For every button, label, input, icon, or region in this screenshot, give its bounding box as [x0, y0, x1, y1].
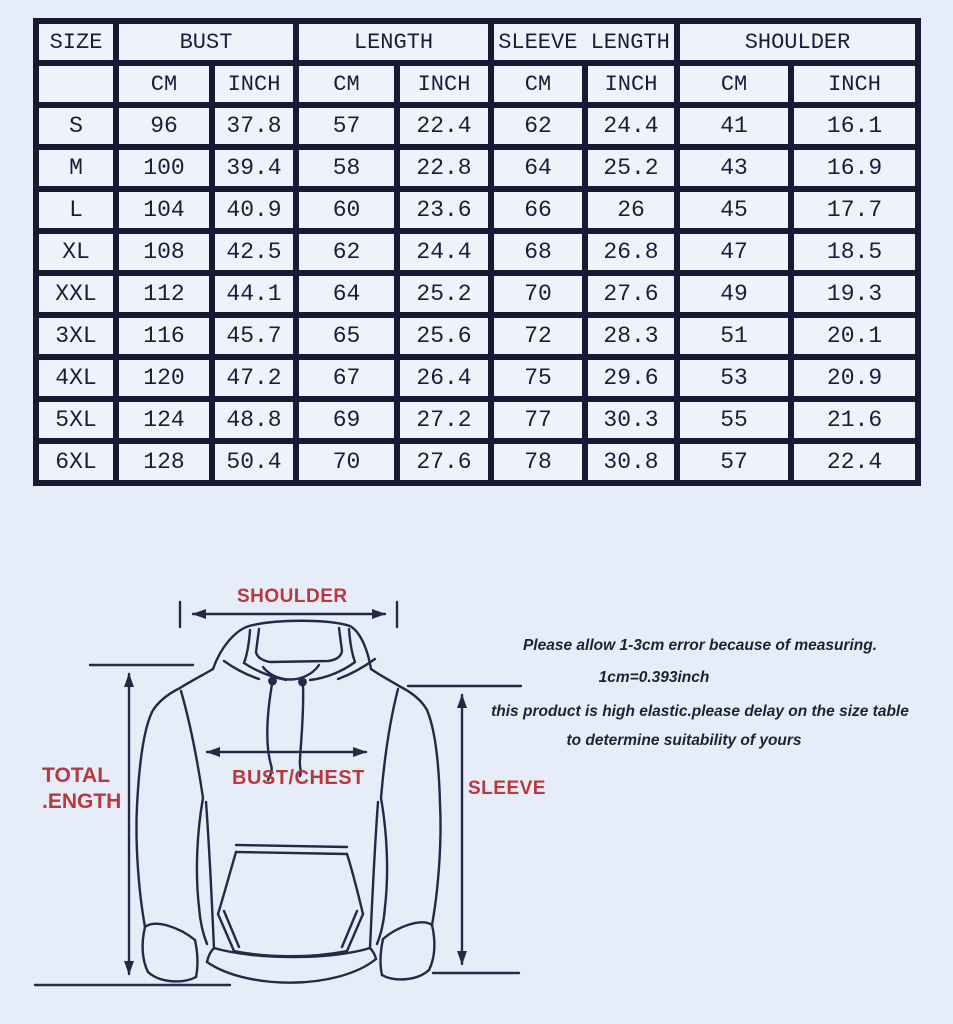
- measurement-cell: 20.1: [794, 318, 915, 354]
- measurement-cell: 45: [680, 192, 788, 228]
- measurement-cell: 124: [119, 402, 209, 438]
- unit-header-sleeve-inch: INCH: [588, 66, 674, 102]
- hood-outline: [180, 621, 399, 688]
- measurement-cell: 26.4: [400, 360, 488, 396]
- unit-header-sleeve-cm: CM: [494, 66, 582, 102]
- measurement-cell: 30.3: [588, 402, 674, 438]
- measurement-cell: 72: [494, 318, 582, 354]
- measurement-cell: 112: [119, 276, 209, 312]
- measurement-cell: 26.8: [588, 234, 674, 270]
- measurement-cell: 116: [119, 318, 209, 354]
- note-line-4: to determine suitability of yours: [566, 732, 802, 749]
- size-cell: 3XL: [39, 318, 113, 354]
- size-cell: L: [39, 192, 113, 228]
- note-line-2: 1cm=0.393inch: [598, 669, 710, 686]
- measurement-cell: 19.3: [794, 276, 915, 312]
- measurement-cell: 67: [299, 360, 394, 396]
- note-line-1: Please allow 1-3cm error because of measuring.: [522, 637, 878, 654]
- measurement-cell: 78: [494, 444, 582, 480]
- measurement-cell: 64: [299, 276, 394, 312]
- measurement-cell: 120: [119, 360, 209, 396]
- measurement-cell: 104: [119, 192, 209, 228]
- measurement-cell: 41: [680, 108, 788, 144]
- measurement-cell: 25.6: [400, 318, 488, 354]
- measurement-cell: 22.8: [400, 150, 488, 186]
- unit-header-bust-inch: INCH: [215, 66, 293, 102]
- measurement-cell: 45.7: [215, 318, 293, 354]
- bust-chest-label: BUST/CHEST: [232, 767, 365, 789]
- total-length-label: [42, 763, 121, 815]
- size-cell: XL: [39, 234, 113, 270]
- measurement-cell: 51: [680, 318, 788, 354]
- measurement-cell: 22.4: [794, 444, 915, 480]
- measurement-cell: 60: [299, 192, 394, 228]
- measurement-cell: 20.9: [794, 360, 915, 396]
- measurement-cell: 21.6: [794, 402, 915, 438]
- measurement-cell: 24.4: [400, 234, 488, 270]
- size-cell: 5XL: [39, 402, 113, 438]
- measurement-cell: 26: [588, 192, 674, 228]
- unit-header-length-cm: CM: [299, 66, 394, 102]
- measurement-cell: 62: [299, 234, 394, 270]
- measurement-cell: 58: [299, 150, 394, 186]
- measurement-cell: 27.2: [400, 402, 488, 438]
- total-length-label-line1: TOTAL: [42, 764, 111, 787]
- size-cell: M: [39, 150, 113, 186]
- measurement-cell: 30.8: [588, 444, 674, 480]
- left-sleeve: [136, 688, 207, 981]
- measurement-cell: 65: [299, 318, 394, 354]
- size-cell: S: [39, 108, 113, 144]
- measurement-cell: 24.4: [588, 108, 674, 144]
- column-header-length: LENGTH: [299, 24, 488, 60]
- measurement-cell: 44.1: [215, 276, 293, 312]
- measurement-cell: 64: [494, 150, 582, 186]
- total-length-label-line2: .ENGTH: [42, 790, 122, 813]
- measurement-cell: 47.2: [215, 360, 293, 396]
- measurement-cell: 16.9: [794, 150, 915, 186]
- unit-header-length-inch: INCH: [400, 66, 488, 102]
- measurement-cell: 37.8: [215, 108, 293, 144]
- measurement-cell: 43: [680, 150, 788, 186]
- pocket: [218, 845, 363, 956]
- column-header-bust: BUST: [119, 24, 293, 60]
- measurement-cell: 68: [494, 234, 582, 270]
- measurement-cell: 48.8: [215, 402, 293, 438]
- measurement-cell: 57: [299, 108, 394, 144]
- measurement-notes: [455, 636, 945, 763]
- measurement-cell: 23.6: [400, 192, 488, 228]
- measurement-cell: 57: [680, 444, 788, 480]
- sleeve-label: SLEEVE: [468, 778, 546, 799]
- measurement-cell: 62: [494, 108, 582, 144]
- unit-header-bust-cm: CM: [119, 66, 209, 102]
- measurement-cell: 66: [494, 192, 582, 228]
- measurement-cell: 128: [119, 444, 209, 480]
- measurement-cell: 55: [680, 402, 788, 438]
- measurement-cell: 100: [119, 150, 209, 186]
- size-cell: 6XL: [39, 444, 113, 480]
- note-line-3: this product is high elastic.please delay on the size table: [491, 703, 909, 720]
- unit-header-shoulder-inch: INCH: [794, 66, 915, 102]
- measurement-cell: 47: [680, 234, 788, 270]
- measurement-cell: 50.4: [215, 444, 293, 480]
- measurement-cell: 77: [494, 402, 582, 438]
- measurement-cell: 40.9: [215, 192, 293, 228]
- measurement-cell: 96: [119, 108, 209, 144]
- measurement-cell: 18.5: [794, 234, 915, 270]
- total-length-arrow: [35, 665, 230, 985]
- measurement-cell: 16.1: [794, 108, 915, 144]
- size-cell: 4XL: [39, 360, 113, 396]
- measurement-cell: 39.4: [215, 150, 293, 186]
- shoulder-label: SHOULDER: [237, 586, 348, 607]
- measurement-cell: 42.5: [215, 234, 293, 270]
- measurement-cell: 28.3: [588, 318, 674, 354]
- column-header-shoulder: SHOULDER: [680, 24, 915, 60]
- measurement-cell: 75: [494, 360, 582, 396]
- size-cell: XXL: [39, 276, 113, 312]
- measurement-cell: 70: [494, 276, 582, 312]
- measurement-cell: 53: [680, 360, 788, 396]
- measurement-cell: 108: [119, 234, 209, 270]
- measurement-cell: 27.6: [588, 276, 674, 312]
- measurement-cell: 17.7: [794, 192, 915, 228]
- measurement-cell: 25.2: [588, 150, 674, 186]
- measurement-cell: 69: [299, 402, 394, 438]
- drawstrings: [267, 678, 305, 780]
- measurement-cell: 22.4: [400, 108, 488, 144]
- measurement-cell: 25.2: [400, 276, 488, 312]
- measurement-cell: 27.6: [400, 444, 488, 480]
- measurement-cell: 70: [299, 444, 394, 480]
- unit-header-shoulder-cm: CM: [680, 66, 788, 102]
- column-header-sleeve-length: SLEEVE LENGTH: [494, 24, 674, 60]
- column-header-size: SIZE: [39, 24, 113, 60]
- right-sleeve: [377, 686, 441, 979]
- measurement-cell: 29.6: [588, 360, 674, 396]
- measurement-cell: 49: [680, 276, 788, 312]
